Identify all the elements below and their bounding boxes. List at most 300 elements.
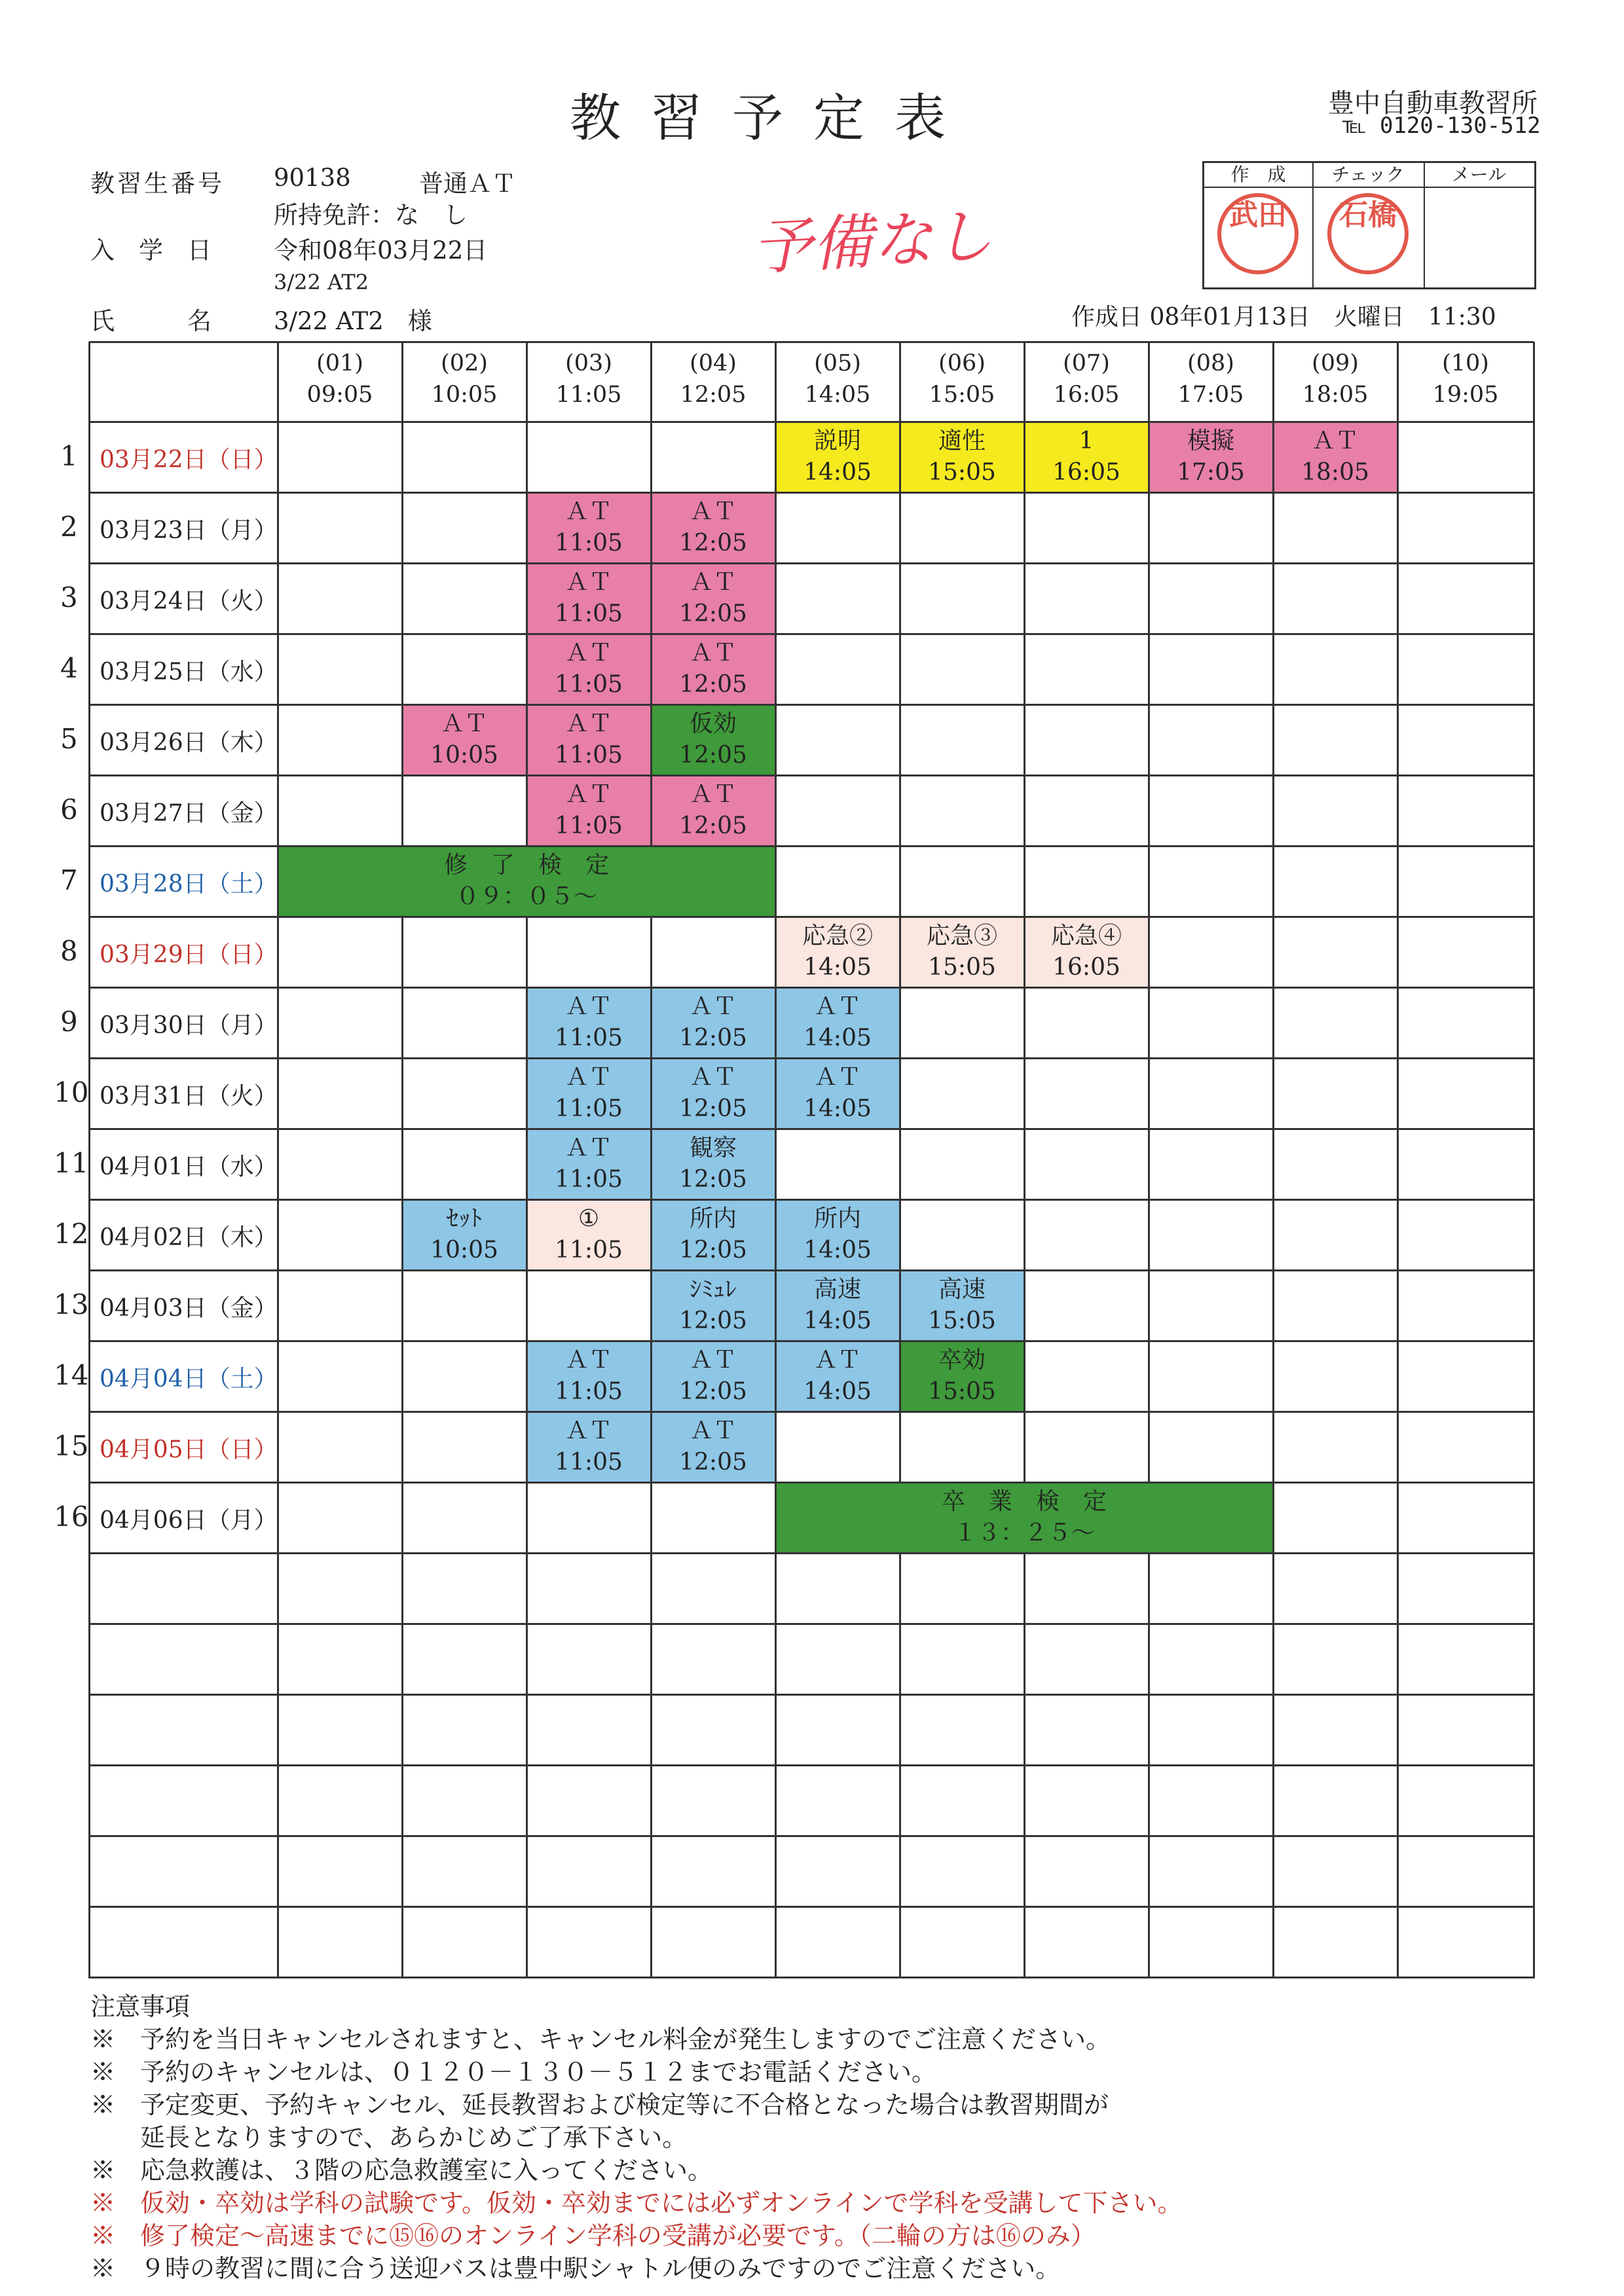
lesson-slot-time: 14:05: [803, 459, 872, 486]
grid-line: [401, 1765, 403, 1837]
grid-line: [650, 1199, 652, 1271]
period-time: 11:05: [555, 382, 622, 408]
grid-line: [88, 1765, 90, 1837]
grid-line: [899, 1553, 901, 1625]
grid-line: [650, 1058, 652, 1130]
school-name: 豊中自動車教習所: [1328, 88, 1538, 118]
grid-line: [1533, 704, 1535, 776]
grid-line: [89, 1764, 1534, 1766]
lesson-slot-time: 11:05: [555, 530, 623, 556]
grid-line: [650, 1270, 652, 1342]
grid-line: [1024, 1199, 1025, 1271]
note-item: ※ 応急救護は、３階の応急救護室に入ってください。: [90, 2156, 713, 2185]
grid-line: [1533, 1553, 1535, 1625]
grid-line: [1533, 987, 1535, 1059]
grid-line: [526, 1270, 528, 1342]
grid-line: [1024, 1412, 1025, 1484]
lesson-slot-label: 卒効: [938, 1347, 986, 1374]
grid-line: [1533, 775, 1535, 847]
lesson-date: 03月30日（月）: [100, 1012, 278, 1039]
grid-line: [401, 987, 403, 1059]
student-id: 90138: [274, 164, 351, 192]
lesson-slot-label: ＡＴ: [689, 640, 737, 666]
lesson-slot-time: 11:05: [555, 1449, 623, 1476]
grid-line: [1024, 1694, 1025, 1766]
grid-line: [526, 1624, 528, 1696]
lesson-slot-time: 15:05: [928, 954, 996, 981]
grid-line: [1272, 634, 1274, 706]
grid-line: [1397, 422, 1399, 494]
grid-line: [526, 1199, 528, 1271]
grid-line: [526, 1906, 528, 1978]
lesson-slot-label: 卒 業 検 定: [941, 1488, 1107, 1515]
grid-line: [775, 1412, 777, 1484]
page-title: 教習予定表: [570, 89, 976, 148]
lesson-slot-time: 15:05: [928, 1378, 996, 1405]
lesson-slot-time: 12:05: [679, 812, 747, 839]
lesson-slot-time: 11:05: [555, 1095, 623, 1122]
grid-line: [277, 1694, 279, 1766]
grid-line: [1148, 1624, 1150, 1696]
grid-line: [526, 634, 528, 706]
grid-line: [775, 1058, 777, 1130]
row-number: 1: [60, 440, 78, 472]
grid-line: [899, 917, 901, 989]
lesson-slot-label: ＡＴ: [564, 710, 612, 737]
grid-line: [88, 342, 90, 423]
period-number: (01): [316, 350, 363, 376]
lesson-slot-time: 14:05: [803, 1025, 872, 1051]
grid-line: [1148, 492, 1150, 564]
grid-line: [650, 1341, 652, 1413]
grid-line: [401, 1270, 403, 1342]
lesson-slot-time: 12:05: [679, 1378, 747, 1405]
row-number: 8: [60, 935, 78, 967]
grid-line: [1148, 634, 1150, 706]
grid-line: [1148, 1058, 1150, 1130]
grid-line: [526, 1553, 528, 1625]
grid-line: [88, 422, 90, 494]
grid-line: [89, 1552, 1534, 1554]
lesson-slot-label: 所内: [813, 1205, 861, 1232]
grid-line: [1397, 1199, 1399, 1271]
grid-line: [88, 987, 90, 1059]
license-info: 所持免許：な し: [274, 201, 468, 229]
grid-line: [88, 563, 90, 635]
grid-line: [650, 1553, 652, 1625]
lesson-slot-time: 12:05: [679, 1166, 747, 1193]
lesson-slot-time: 12:05: [679, 671, 747, 698]
grid-line: [775, 1482, 777, 1554]
grid-line: [1148, 1270, 1150, 1342]
lesson-slot-label: ＡＴ: [1311, 428, 1359, 454]
lesson-slot-time: 10:05: [430, 1237, 498, 1264]
lesson-slot-time: 14:05: [803, 1378, 872, 1405]
grid-line: [89, 341, 1534, 343]
grid-line: [1148, 1412, 1150, 1484]
grid-line: [1397, 1765, 1399, 1837]
grid-line: [401, 1694, 403, 1766]
grid-line: [1533, 634, 1535, 706]
grid-line: [89, 1482, 1534, 1484]
period-time: 10:05: [431, 382, 498, 408]
grid-line: [1533, 563, 1535, 635]
grid-line: [526, 422, 528, 494]
grid-line: [1272, 1906, 1274, 1978]
grid-line: [650, 563, 652, 635]
grid-line: [1533, 1624, 1535, 1696]
lesson-slot-label: 高速: [813, 1276, 861, 1303]
note-item: ※ 予約のキャンセルは、０１２０－１３０－５１２までお電話ください。: [90, 2058, 937, 2086]
grid-line: [650, 987, 652, 1059]
grid-line: [1024, 917, 1025, 989]
grid-line: [401, 1341, 403, 1413]
grid-line: [1397, 704, 1399, 776]
grid-line: [650, 1906, 652, 1978]
grid-line: [526, 1482, 528, 1554]
row-number: 2: [60, 511, 78, 543]
lesson-slot-time: 11:05: [555, 812, 623, 839]
grid-line: [1533, 1906, 1535, 1978]
grid-line: [89, 1835, 1534, 1837]
lesson-slot-time: ０９：０５～: [455, 883, 597, 910]
lesson-slot-label: ＡＴ: [689, 1417, 737, 1444]
grid-line: [401, 704, 403, 776]
grid-line: [1533, 1765, 1535, 1837]
grid-line: [88, 634, 90, 706]
grid-line: [1024, 1341, 1025, 1413]
grid-line: [89, 1269, 1534, 1271]
note-item: ※ ９時の教習に間に合う送迎バスは豊中駅シャトル便のみですのでご注意ください。: [90, 2254, 1061, 2283]
grid-line: [89, 1199, 1534, 1201]
grid-line: [401, 1553, 403, 1625]
grid-line: [89, 492, 1534, 494]
grid-line: [1533, 1482, 1535, 1554]
lesson-slot-label: ＡＴ: [813, 1347, 861, 1374]
lesson-slot-label: ＡＴ: [440, 710, 488, 737]
grid-line: [526, 917, 528, 989]
lesson-slot-time: 11:05: [555, 1378, 623, 1405]
grid-line: [88, 1906, 90, 1978]
lesson-date: 03月22日（日）: [100, 446, 278, 473]
grid-line: [1397, 1412, 1399, 1484]
period-number: (02): [441, 350, 488, 376]
grid-line: [1397, 1694, 1399, 1766]
grid-line: [1148, 563, 1150, 635]
grid-line: [1272, 1341, 1274, 1413]
lesson-slot-label: ＡＴ: [564, 569, 612, 596]
period-time: 14:05: [804, 382, 871, 408]
grid-line: [401, 1129, 403, 1201]
grid-line: [1024, 704, 1025, 776]
lesson-slot-label: ①: [578, 1205, 600, 1232]
lesson-slot-time: 11:05: [555, 1166, 623, 1193]
seal-ishibashi: 石橋: [1327, 193, 1409, 274]
grid-line: [1024, 1624, 1025, 1696]
grid-line: [1024, 1836, 1025, 1908]
stamp-header-created: 作 成: [1204, 163, 1312, 188]
grid-line: [401, 775, 403, 847]
lesson-slot-label: ＡＴ: [689, 569, 737, 596]
grid-line: [650, 492, 652, 564]
lesson-slot-label: 仮効: [689, 710, 737, 737]
grid-line: [775, 1341, 777, 1413]
row-number: 3: [60, 581, 78, 613]
grid-line: [1272, 1624, 1274, 1696]
lesson-date: 03月31日（火）: [100, 1083, 278, 1110]
lesson-slot-label: ＡＴ: [689, 498, 737, 525]
grid-line: [775, 1129, 777, 1201]
row-number: 13: [54, 1288, 89, 1321]
grid-line: [401, 1624, 403, 1696]
lesson-slot-time: 11:05: [555, 1025, 623, 1051]
lesson-slot-time: 12:05: [679, 1237, 747, 1264]
period-number: (09): [1312, 350, 1359, 376]
grid-line: [401, 1836, 403, 1908]
grid-line: [277, 1553, 279, 1625]
grid-line: [1397, 846, 1399, 918]
lesson-slot-label: 修 了 検 定: [443, 852, 609, 879]
lesson-slot-label: ｼﾐｭﾚ: [690, 1276, 737, 1303]
grid-line: [1397, 987, 1399, 1059]
grid-line: [526, 1058, 528, 1130]
grid-line: [88, 1694, 90, 1766]
grid-line: [526, 1412, 528, 1484]
grid-line: [401, 917, 403, 989]
lesson-slot-time: 12:05: [679, 1307, 747, 1334]
lesson-slot-time: 11:05: [555, 1237, 623, 1264]
lesson-slot-time: 14:05: [803, 1095, 872, 1122]
period-time: 09:05: [306, 382, 373, 408]
name-label: 氏 名: [90, 307, 212, 335]
lesson-slot-label: ＡＴ: [689, 993, 737, 1020]
grid-line: [1533, 1836, 1535, 1908]
lesson-date: 03月29日（日）: [100, 941, 278, 968]
grid-line: [277, 1765, 279, 1837]
period-number: (04): [690, 350, 737, 376]
grid-line: [1397, 1836, 1399, 1908]
grid-line: [1272, 704, 1274, 776]
period-time: 16:05: [1053, 382, 1120, 408]
grid-line: [650, 917, 652, 989]
grid-line: [401, 1199, 403, 1271]
period-number: (06): [938, 350, 986, 376]
grid-line: [899, 1129, 901, 1201]
row-number: 7: [60, 864, 78, 896]
lesson-slot-label: 1: [1079, 428, 1094, 454]
period-time: 12:05: [680, 382, 747, 408]
grid-line: [401, 1906, 403, 1978]
grid-line: [775, 1765, 777, 1837]
grid-line: [1024, 1270, 1025, 1342]
grid-line: [1272, 1765, 1274, 1837]
grid-line: [1272, 775, 1274, 847]
lesson-slot-time: 12:05: [679, 530, 747, 556]
grid-line: [1397, 775, 1399, 847]
grid-line: [1533, 1129, 1535, 1201]
grid-line: [1533, 1270, 1535, 1342]
note-item: ※ 仮効・卒効は学科の試験です。仮効・卒効までには必ずオンラインで学科を受講して下さい。: [90, 2189, 1183, 2217]
grid-line: [277, 1906, 279, 1978]
period-time: 18:05: [1302, 382, 1369, 408]
lesson-slot-label: ＡＴ: [689, 1064, 737, 1091]
grid-line: [1272, 1836, 1274, 1908]
grid-line: [1272, 1058, 1274, 1130]
note-item: 延長となりますので、あらかじめご了承下さい。: [90, 2123, 688, 2152]
grid-line: [526, 704, 528, 776]
lesson-slot-label: 適性: [938, 428, 986, 454]
grid-line: [1272, 1199, 1274, 1271]
grid-line: [1272, 1553, 1274, 1625]
note-item: ※ 予定変更、予約キャンセル、延長教習および検定等に不合格となった場合は教習期間が: [90, 2090, 1109, 2119]
period-number: (03): [565, 350, 612, 376]
lesson-slot-label: 応急②: [802, 922, 873, 949]
grid-line: [277, 1836, 279, 1908]
grid-line: [1148, 1906, 1150, 1978]
row-number: 11: [54, 1147, 89, 1179]
grid-line: [1397, 492, 1399, 564]
grid-line: [775, 1694, 777, 1766]
grid-line: [1397, 1553, 1399, 1625]
grid-line: [401, 1482, 403, 1554]
grid-line: [899, 492, 901, 564]
lesson-slot-label: ＡＴ: [813, 993, 861, 1020]
grid-line: [1533, 1341, 1535, 1413]
grid-line: [1024, 422, 1025, 494]
grid-line: [1148, 1553, 1150, 1625]
row-number: 10: [54, 1076, 89, 1108]
student-id-label: 教習生番号: [90, 170, 225, 198]
grid-line: [650, 1694, 652, 1766]
grid-line: [1024, 775, 1025, 847]
lesson-slot-time: 12:05: [679, 1025, 747, 1051]
lesson-date: 04月01日（水）: [100, 1154, 278, 1180]
lesson-date: 03月28日（土）: [100, 871, 278, 898]
grid-line: [1024, 1906, 1025, 1978]
approval-stamp-box: [1202, 161, 1536, 289]
grid-line: [650, 1624, 652, 1696]
grid-line: [1533, 1058, 1535, 1130]
row-number: 9: [60, 1006, 78, 1038]
grid-line: [1272, 846, 1274, 918]
grid-line: [89, 1694, 1534, 1696]
grid-line: [1272, 987, 1274, 1059]
grid-line: [1148, 775, 1150, 847]
row-number: 16: [54, 1501, 89, 1533]
grid-line: [1148, 987, 1150, 1059]
created-date: 作成日 08年01月13日 火曜日 11:30: [1071, 304, 1496, 331]
grid-line: [526, 492, 528, 564]
grid-line: [1397, 1624, 1399, 1696]
lesson-date: 03月23日（月）: [100, 517, 278, 544]
lesson-date: 04月06日（月）: [100, 1507, 278, 1534]
grid-line: [89, 1906, 1534, 1908]
grid-line: [89, 704, 1534, 706]
lesson-slot-time: 15:05: [928, 1307, 996, 1334]
grid-line: [899, 775, 901, 847]
grid-line: [1397, 563, 1399, 635]
row-number: 5: [60, 723, 78, 755]
period-time: 17:05: [1177, 382, 1244, 408]
lesson-date: 03月26日（木）: [100, 729, 278, 756]
grid-line: [899, 1270, 901, 1342]
grid-line: [1272, 563, 1274, 635]
note-item: ※ 修了検定～高速までに⑮⑯のオンライン学科の受講が必要です。（二輪の方は⑯のみ）: [90, 2221, 1096, 2250]
grid-line: [88, 1836, 90, 1908]
lesson-slot-label: ＡＴ: [689, 781, 737, 808]
grid-line: [88, 1553, 90, 1625]
lesson-slot-label: ｾｯﾄ: [447, 1205, 482, 1232]
grid-line: [899, 1694, 901, 1766]
student-name: 3/22 AT2 様: [274, 307, 432, 335]
lesson-slot-label: 説明: [813, 428, 861, 454]
lesson-slot-label: 観察: [689, 1135, 737, 1161]
lesson-slot-label: 高速: [938, 1276, 986, 1303]
grid-line: [1272, 1694, 1274, 1766]
lesson-slot-time: 17:05: [1177, 459, 1245, 486]
grid-line: [1148, 1341, 1150, 1413]
lesson-slot-label: ＡＴ: [564, 498, 612, 525]
grid-line: [650, 704, 652, 776]
lesson-slot-time: 11:05: [555, 671, 623, 698]
grid-line: [526, 1129, 528, 1201]
grid-line: [1533, 1199, 1535, 1271]
lesson-date: 04月03日（金）: [100, 1295, 278, 1322]
lesson-date: 04月02日（木）: [100, 1224, 278, 1251]
grid-line: [526, 987, 528, 1059]
grid-line: [775, 1270, 777, 1342]
grid-line: [1397, 1906, 1399, 1978]
lesson-slot-time: 18:05: [1301, 459, 1369, 486]
grid-line: [1024, 563, 1025, 635]
grid-line: [1024, 1765, 1025, 1837]
grid-line: [88, 846, 90, 918]
grid-line: [89, 1977, 1534, 1978]
grid-line: [899, 634, 901, 706]
grid-line: [1397, 917, 1399, 989]
period-number: (08): [1187, 350, 1234, 376]
grid-line: [526, 1765, 528, 1837]
lesson-date: 04月05日（日）: [100, 1436, 278, 1463]
grid-line: [899, 987, 901, 1059]
grid-line: [526, 775, 528, 847]
grid-line: [1272, 492, 1274, 564]
grid-line: [899, 704, 901, 776]
grid-line: [775, 987, 777, 1059]
grid-line: [650, 1412, 652, 1484]
grid-line: [401, 1412, 403, 1484]
grid-line: [1272, 1412, 1274, 1484]
grid-line: [899, 1341, 901, 1413]
grid-line: [1397, 1482, 1399, 1554]
grid-line: [1148, 1199, 1150, 1271]
period-time: 15:05: [929, 382, 995, 408]
lesson-slot-time: 11:05: [555, 742, 623, 769]
grid-line: [650, 1482, 652, 1554]
grid-line: [1397, 1270, 1399, 1342]
note-item: ※ 予約を当日キャンセルされますと、キャンセル料金が発生しますのでご注意ください。: [90, 2025, 1111, 2054]
lesson-slot-label: ＡＴ: [689, 1347, 737, 1374]
seal-takeda: 武田: [1217, 193, 1299, 274]
grid-line: [1024, 1553, 1025, 1625]
lesson-slot-time: 15:05: [928, 459, 996, 486]
lesson-slot-time: 12:05: [679, 742, 747, 769]
grid-line: [775, 1624, 777, 1696]
grid-line: [899, 1412, 901, 1484]
enroll-date: 令和08年03月22日: [274, 236, 488, 264]
period-number: (10): [1442, 350, 1489, 376]
lesson-slot-time: 12:05: [679, 600, 747, 627]
